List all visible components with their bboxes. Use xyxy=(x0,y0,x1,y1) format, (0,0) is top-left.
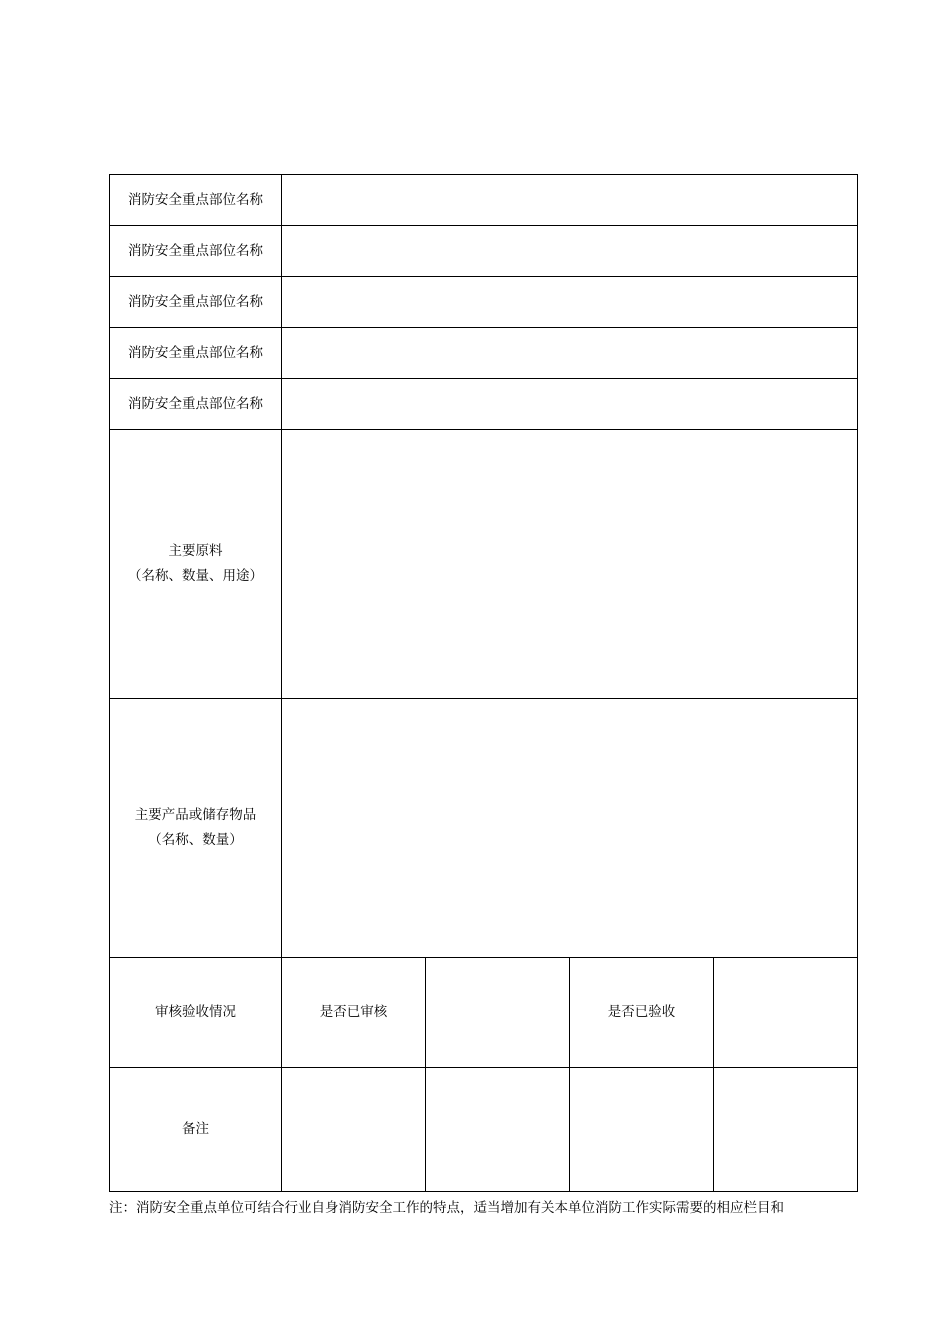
name-row-label: 消防安全重点部位名称 xyxy=(110,277,282,328)
name-row-3 xyxy=(110,277,858,328)
name-row-label: 消防安全重点部位名称 xyxy=(110,226,282,277)
name-row-2 xyxy=(110,226,858,277)
products-subtitle: （名称、数量） xyxy=(148,832,243,848)
raw-materials-title: 主要原料 xyxy=(168,543,223,559)
raw-materials-label xyxy=(110,430,282,699)
products-value-field[interactable] xyxy=(282,699,858,958)
name-row-value-field[interactable] xyxy=(282,175,858,226)
accepted-label: 是否已验收 xyxy=(570,958,714,1068)
raw-materials-value-field[interactable] xyxy=(282,430,858,699)
products-row xyxy=(110,699,858,958)
name-row-5 xyxy=(110,379,858,430)
raw-materials-row xyxy=(110,430,858,699)
accepted-value-field[interactable] xyxy=(714,958,858,1068)
products-label xyxy=(110,699,282,958)
remarks-row xyxy=(110,1068,858,1192)
products-title: 主要产品或储存物品 xyxy=(134,807,257,823)
footnote: 注：消防安全重点单位可结合行业自身消防安全工作的特点，适当增加有关本单位消防工作实际需要的相应栏目和 xyxy=(109,1200,784,1216)
name-row-value-field[interactable] xyxy=(282,379,858,430)
remarks-field-4[interactable] xyxy=(714,1068,858,1192)
audited-label: 是否已审核 xyxy=(282,958,426,1068)
name-row-value-field[interactable] xyxy=(282,226,858,277)
name-row-label: 消防安全重点部位名称 xyxy=(110,175,282,226)
name-row-value-field[interactable] xyxy=(282,328,858,379)
review-row xyxy=(110,958,858,1068)
fire-safety-key-area-form xyxy=(109,174,858,1192)
name-row-label: 消防安全重点部位名称 xyxy=(110,328,282,379)
name-row-value-field[interactable] xyxy=(282,277,858,328)
name-row-1 xyxy=(110,175,858,226)
remarks-field-3[interactable] xyxy=(570,1068,714,1192)
audited-value-field[interactable] xyxy=(426,958,570,1068)
remarks-field-2[interactable] xyxy=(426,1068,570,1192)
remarks-label: 备注 xyxy=(110,1068,282,1192)
raw-materials-subtitle: （名称、数量、用途） xyxy=(128,568,263,584)
name-row-4 xyxy=(110,328,858,379)
review-label: 审核验收情况 xyxy=(110,958,282,1068)
remarks-field-1[interactable] xyxy=(282,1068,426,1192)
name-row-label: 消防安全重点部位名称 xyxy=(110,379,282,430)
